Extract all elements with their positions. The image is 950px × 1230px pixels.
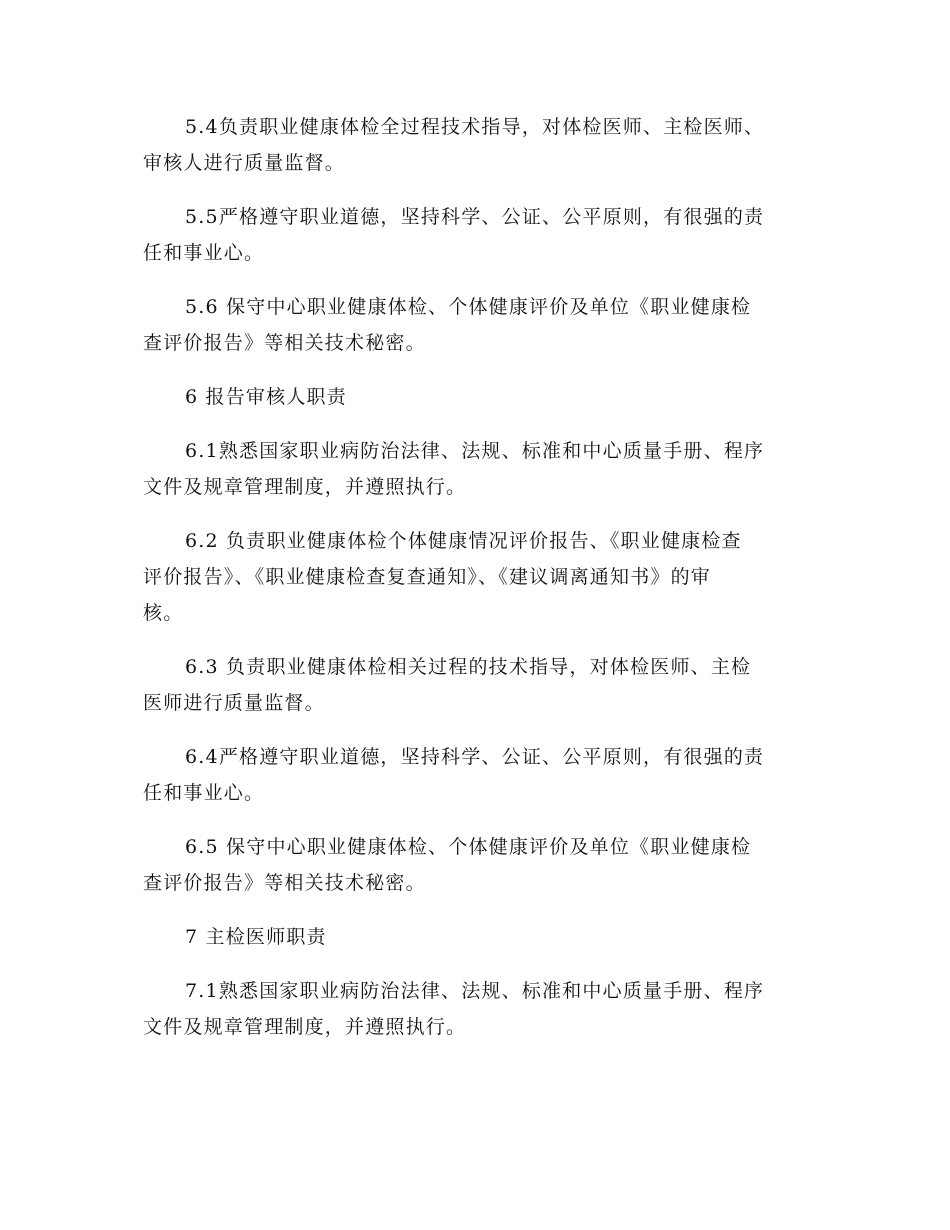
paragraph-6-2 (143, 523, 813, 631)
document-page (143, 109, 813, 1063)
paragraph-line: 医师进行质量监督。 (143, 692, 325, 714)
paragraph-5-6 (143, 289, 813, 361)
paragraph-line: 6.5 保守中心职业健康体检、个体健康评价及单位《职业健康检 (185, 836, 752, 858)
paragraph-line: 评价报告》、《职业健康检查复查通知》、《建议调离通知书》的审 (143, 566, 712, 588)
paragraph-6-4 (143, 739, 813, 811)
paragraph-line: 5.4负责职业健康体检全过程技术指导，对体检医师、主检医师、 (185, 116, 765, 138)
paragraph-line: 查评价报告》等相关技术秘密。 (143, 872, 426, 894)
section-heading-7 (143, 919, 813, 955)
paragraph-line: 6.1熟悉国家职业病防治法律、法规、标准和中心质量手册、程序 (185, 440, 765, 462)
paragraph-6-5 (143, 829, 813, 901)
paragraph-line: 5.6 保守中心职业健康体检、个体健康评价及单位《职业健康检 (185, 296, 752, 318)
paragraph-line: 文件及规章管理制度，并遵照执行。 (143, 476, 467, 498)
paragraph-line: 7.1熟悉国家职业病防治法律、法规、标准和中心质量手册、程序 (185, 980, 765, 1002)
paragraph-5-4 (143, 109, 813, 181)
paragraph-line: 6.3 负责职业健康体检相关过程的技术指导，对体检医师、主检 (185, 656, 752, 678)
paragraph-line: 任和事业心。 (143, 242, 265, 264)
paragraph-line: 文件及规章管理制度，并遵照执行。 (143, 1016, 467, 1038)
section-heading-text: 6 报告审核人职责 (185, 386, 347, 408)
section-heading-text: 7 主检医师职责 (185, 926, 327, 948)
paragraph-line: 审核人进行质量监督。 (143, 152, 346, 174)
paragraph-5-5 (143, 199, 813, 271)
paragraph-6-3 (143, 649, 813, 721)
paragraph-6-1 (143, 433, 813, 505)
section-heading-6 (143, 379, 813, 415)
paragraph-line: 核。 (143, 602, 184, 624)
paragraph-7-1 (143, 973, 813, 1045)
paragraph-line: 查评价报告》等相关技术秘密。 (143, 332, 426, 354)
paragraph-line: 6.2 负责职业健康体检个体健康情况评价报告、《职业健康检查 (185, 530, 742, 552)
paragraph-line: 6.4严格遵守职业道德，坚持科学、公证、公平原则，有很强的责 (185, 746, 765, 768)
paragraph-line: 任和事业心。 (143, 782, 265, 804)
paragraph-line: 5.5严格遵守职业道德，坚持科学、公证、公平原则，有很强的责 (185, 206, 765, 228)
